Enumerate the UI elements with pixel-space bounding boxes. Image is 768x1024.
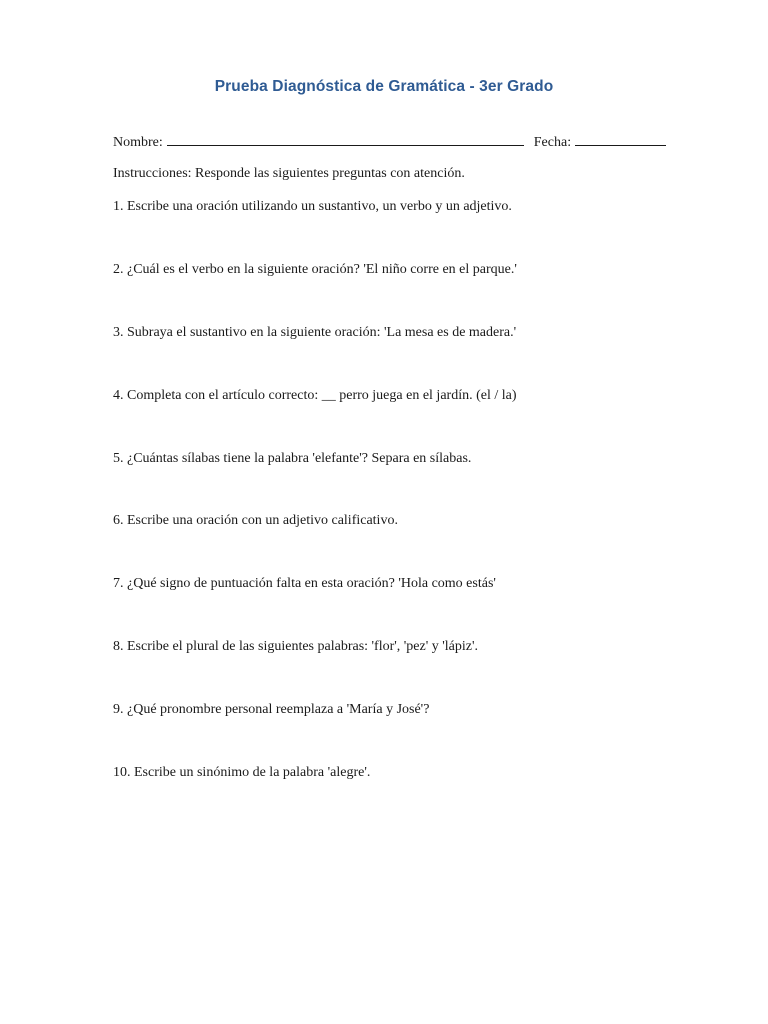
question-8: 8. Escribe el plural de las siguientes palabras: 'flor', 'pez' y 'lápiz'. xyxy=(113,639,479,654)
date-label: Fecha: xyxy=(533,135,572,150)
page-title: Prueba Diagnóstica de Gramática - 3er Grado xyxy=(214,78,554,95)
instructions: Instrucciones: Responde las siguientes preguntas con atención. xyxy=(113,166,465,181)
question-9: 9. ¿Qué pronombre personal reemplaza a 'María y José'? xyxy=(113,702,430,717)
question-5: 5. ¿Cuántas sílabas tiene la palabra 'elefante'? Separa en sílabas. xyxy=(113,451,472,466)
question-6: 6. Escribe una oración con un adjetivo calificativo. xyxy=(113,513,398,528)
name-field[interactable] xyxy=(167,134,524,146)
date-field[interactable] xyxy=(575,134,666,146)
question-10: 10. Escribe un sinónimo de la palabra 'alegre'. xyxy=(113,765,371,780)
question-3: 3. Subraya el sustantivo en la siguiente oración: 'La mesa es de madera.' xyxy=(113,325,517,340)
question-4: 4. Completa con el artículo correcto: __ perro juega en el jardín. (el / la) xyxy=(113,388,517,403)
name-label: Nombre: xyxy=(113,135,163,150)
question-1: 1. Escribe una oración utilizando un sustantivo, un verbo y un adjetivo. xyxy=(113,199,512,214)
question-2: 2. ¿Cuál es el verbo en la siguiente oración? 'El niño corre en el parque.' xyxy=(113,262,517,277)
name-date-line xyxy=(113,134,666,151)
question-7: 7. ¿Qué signo de puntuación falta en esta oración? 'Hola como estás' xyxy=(113,576,496,591)
